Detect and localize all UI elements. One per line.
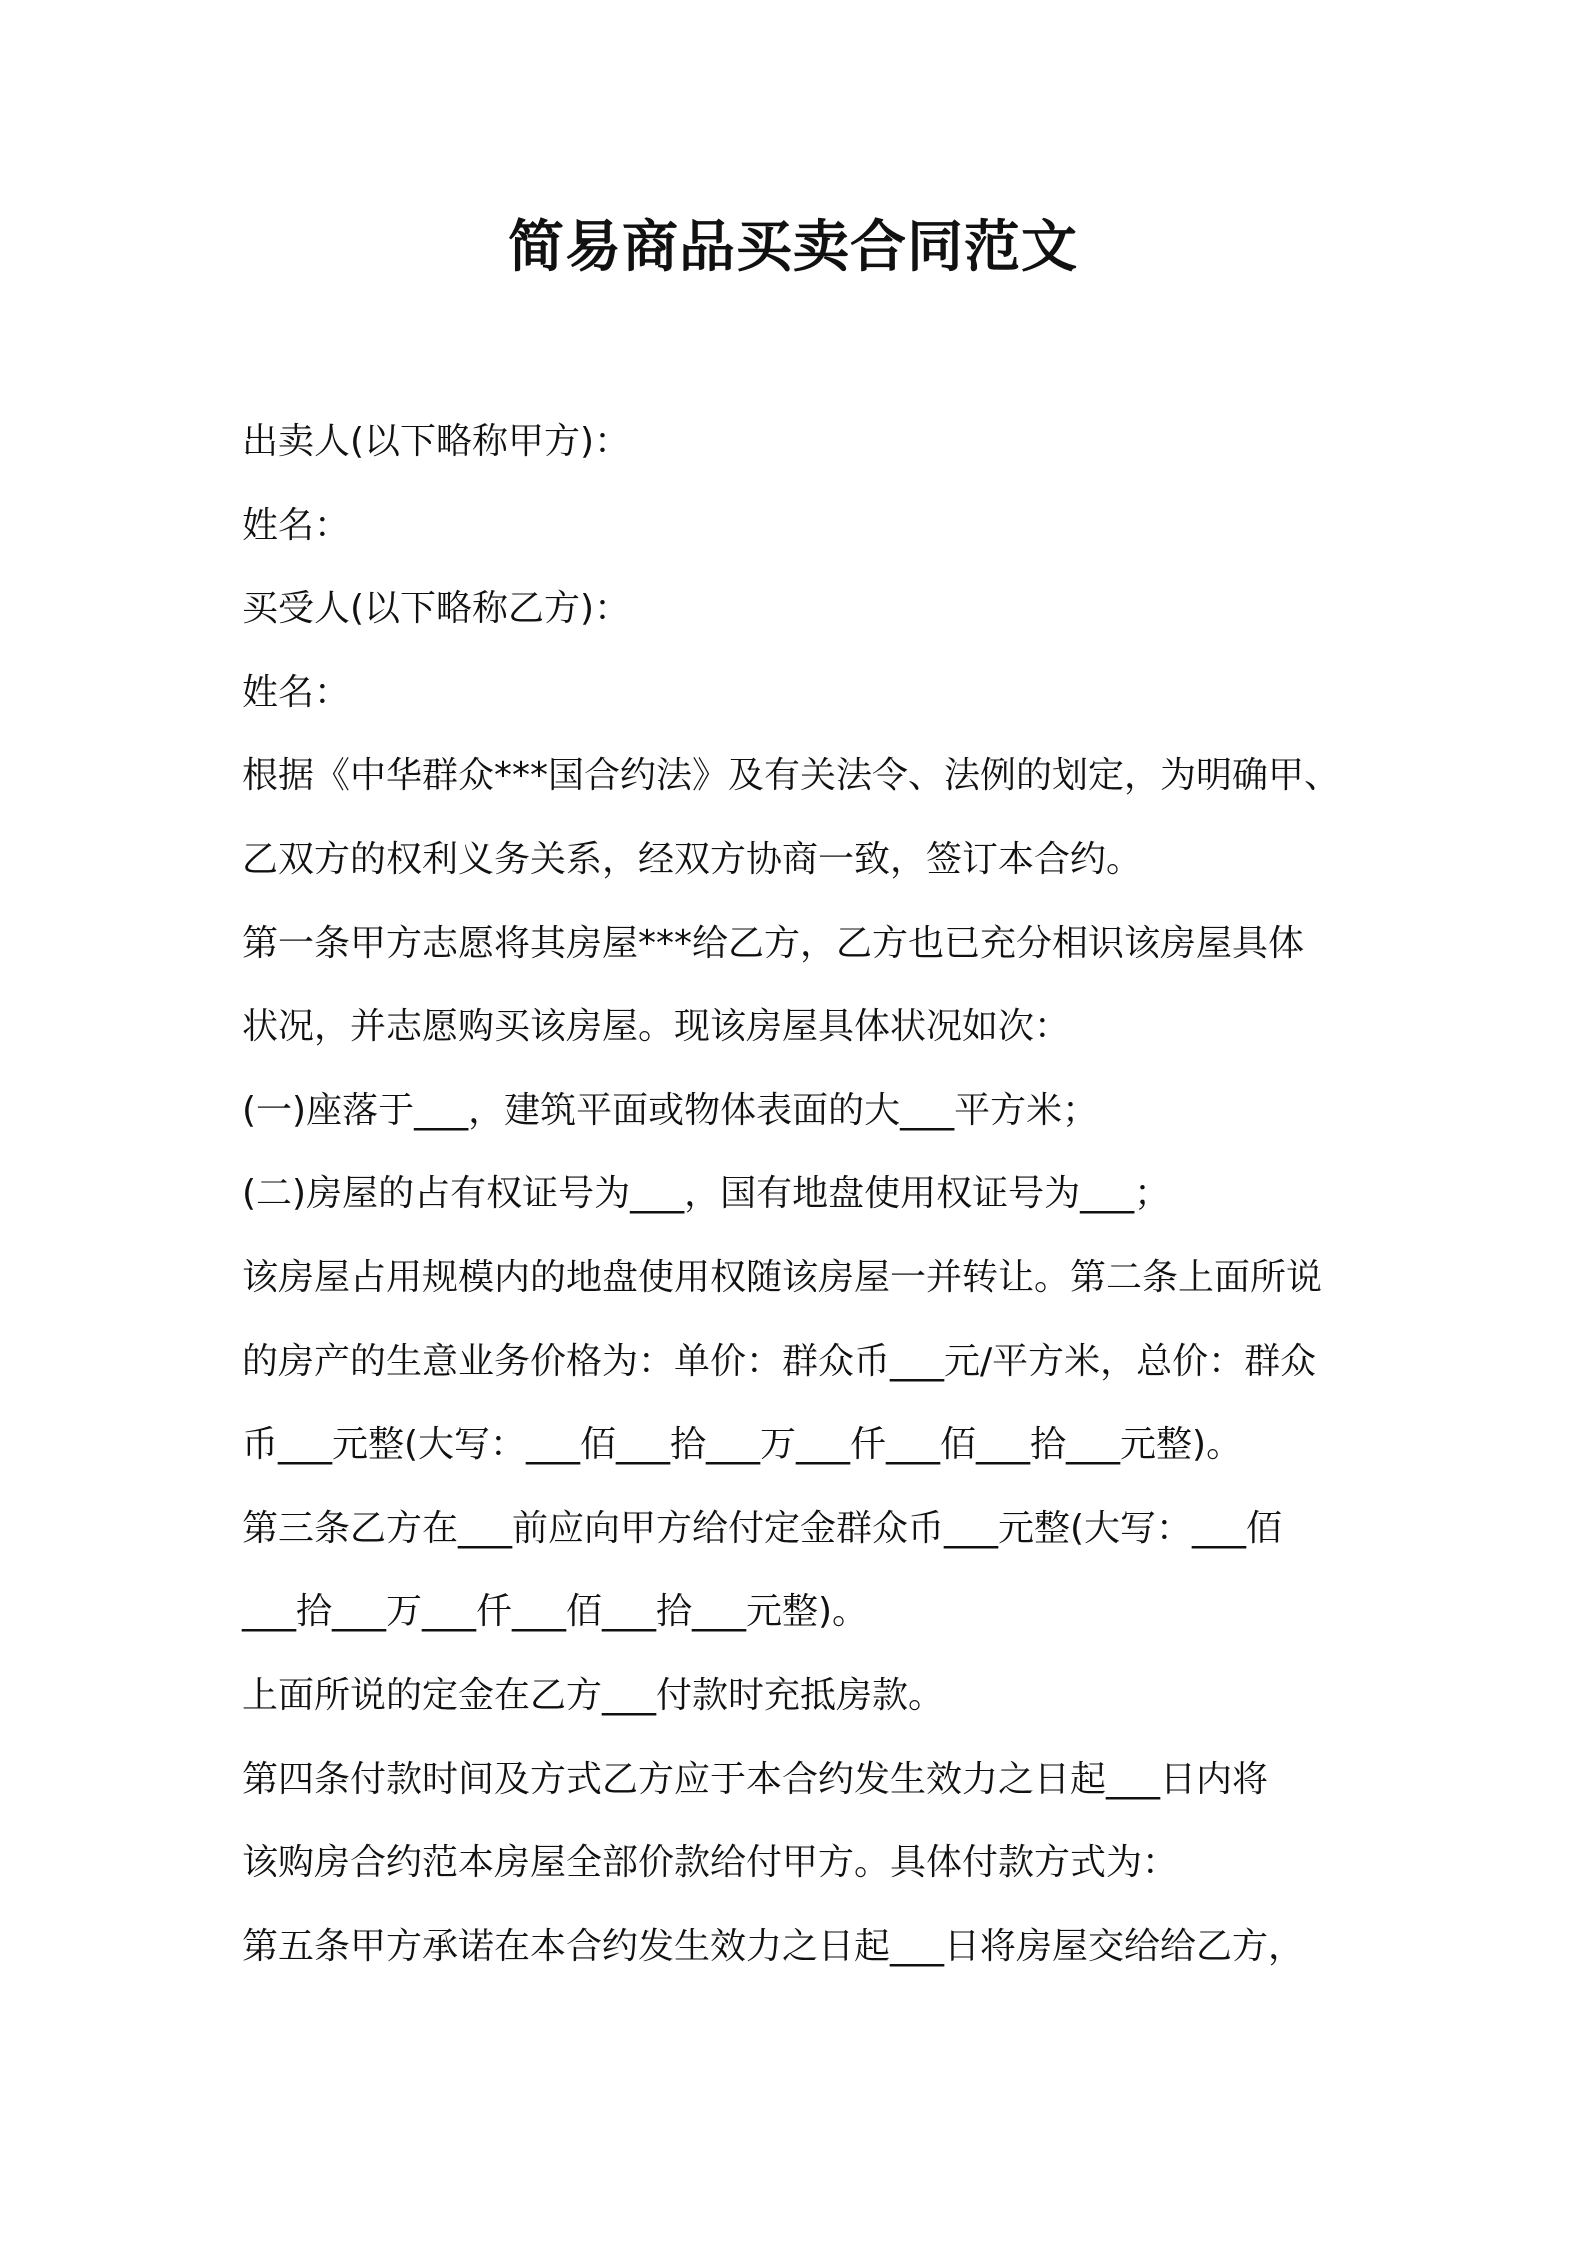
preamble-line-1: 根据《中华群众***国合约法》及有关法令、法例的划定，为明确甲、 <box>242 755 1341 797</box>
contract-body <box>242 400 1372 1988</box>
article-4-line-2: 该购房合约范本房屋全部价款给付甲方。具体付款方式为： <box>242 1842 1179 1884</box>
deposit-offset-line: 上面所说的定金在乙方___付款时充抵房款。 <box>242 1674 945 1716</box>
article-1-line-1: 第一条甲方志愿将其房屋***给乙方，乙方也已充分相识该房屋具体 <box>242 922 1305 964</box>
preamble-line-2: 乙双方的权利义务关系，经双方协商一致，签订本合约。 <box>242 838 1143 880</box>
article-1-line-2: 状况，并志愿购买该房屋。现该房屋具体状况如次： <box>242 1006 1071 1048</box>
buyer-name-label: 姓名： <box>242 671 351 713</box>
article-2-line-3: 币___元整(大写：___佰___拾___万___仟___佰___拾___元整)。 <box>242 1424 1243 1466</box>
article-4-line-1: 第四条付款时间及方式乙方应于本合约发生效力之日起___日内将 <box>242 1758 1269 1800</box>
property-location-line: (一)座落于___，建筑平面或物体表面的大___平方米； <box>242 1089 1099 1131</box>
seller-label: 出卖人(以下略称甲方)： <box>242 421 631 462</box>
document-title: 简易商品买卖合同范文 <box>508 215 1078 280</box>
seller-name-label: 姓名： <box>242 504 351 546</box>
article-2-line-2: 的房产的生意业务价格为：单价：群众币___元/平方米，总价：群众 <box>242 1340 1317 1382</box>
article-5-line-1: 第五条甲方承诺在本合约发生效力之日起___日将房屋交给给乙方， <box>242 1925 1305 1967</box>
article-3-line-2: ___拾___万___仟___佰___拾___元整)。 <box>242 1591 869 1633</box>
property-certificate-line: (二)房屋的占有权证号为___，国有地盘使用权证号为___； <box>242 1173 1171 1215</box>
buyer-label: 买受人(以下略称乙方)： <box>242 588 631 630</box>
article-2-line-1: 该房屋占用规模内的地盘使用权随该房屋一并转让。第二条上面所说 <box>242 1256 1323 1298</box>
article-3-line-1: 第三条乙方在___前应向甲方给付定金群众币___元整(大写：___佰 <box>242 1507 1283 1549</box>
